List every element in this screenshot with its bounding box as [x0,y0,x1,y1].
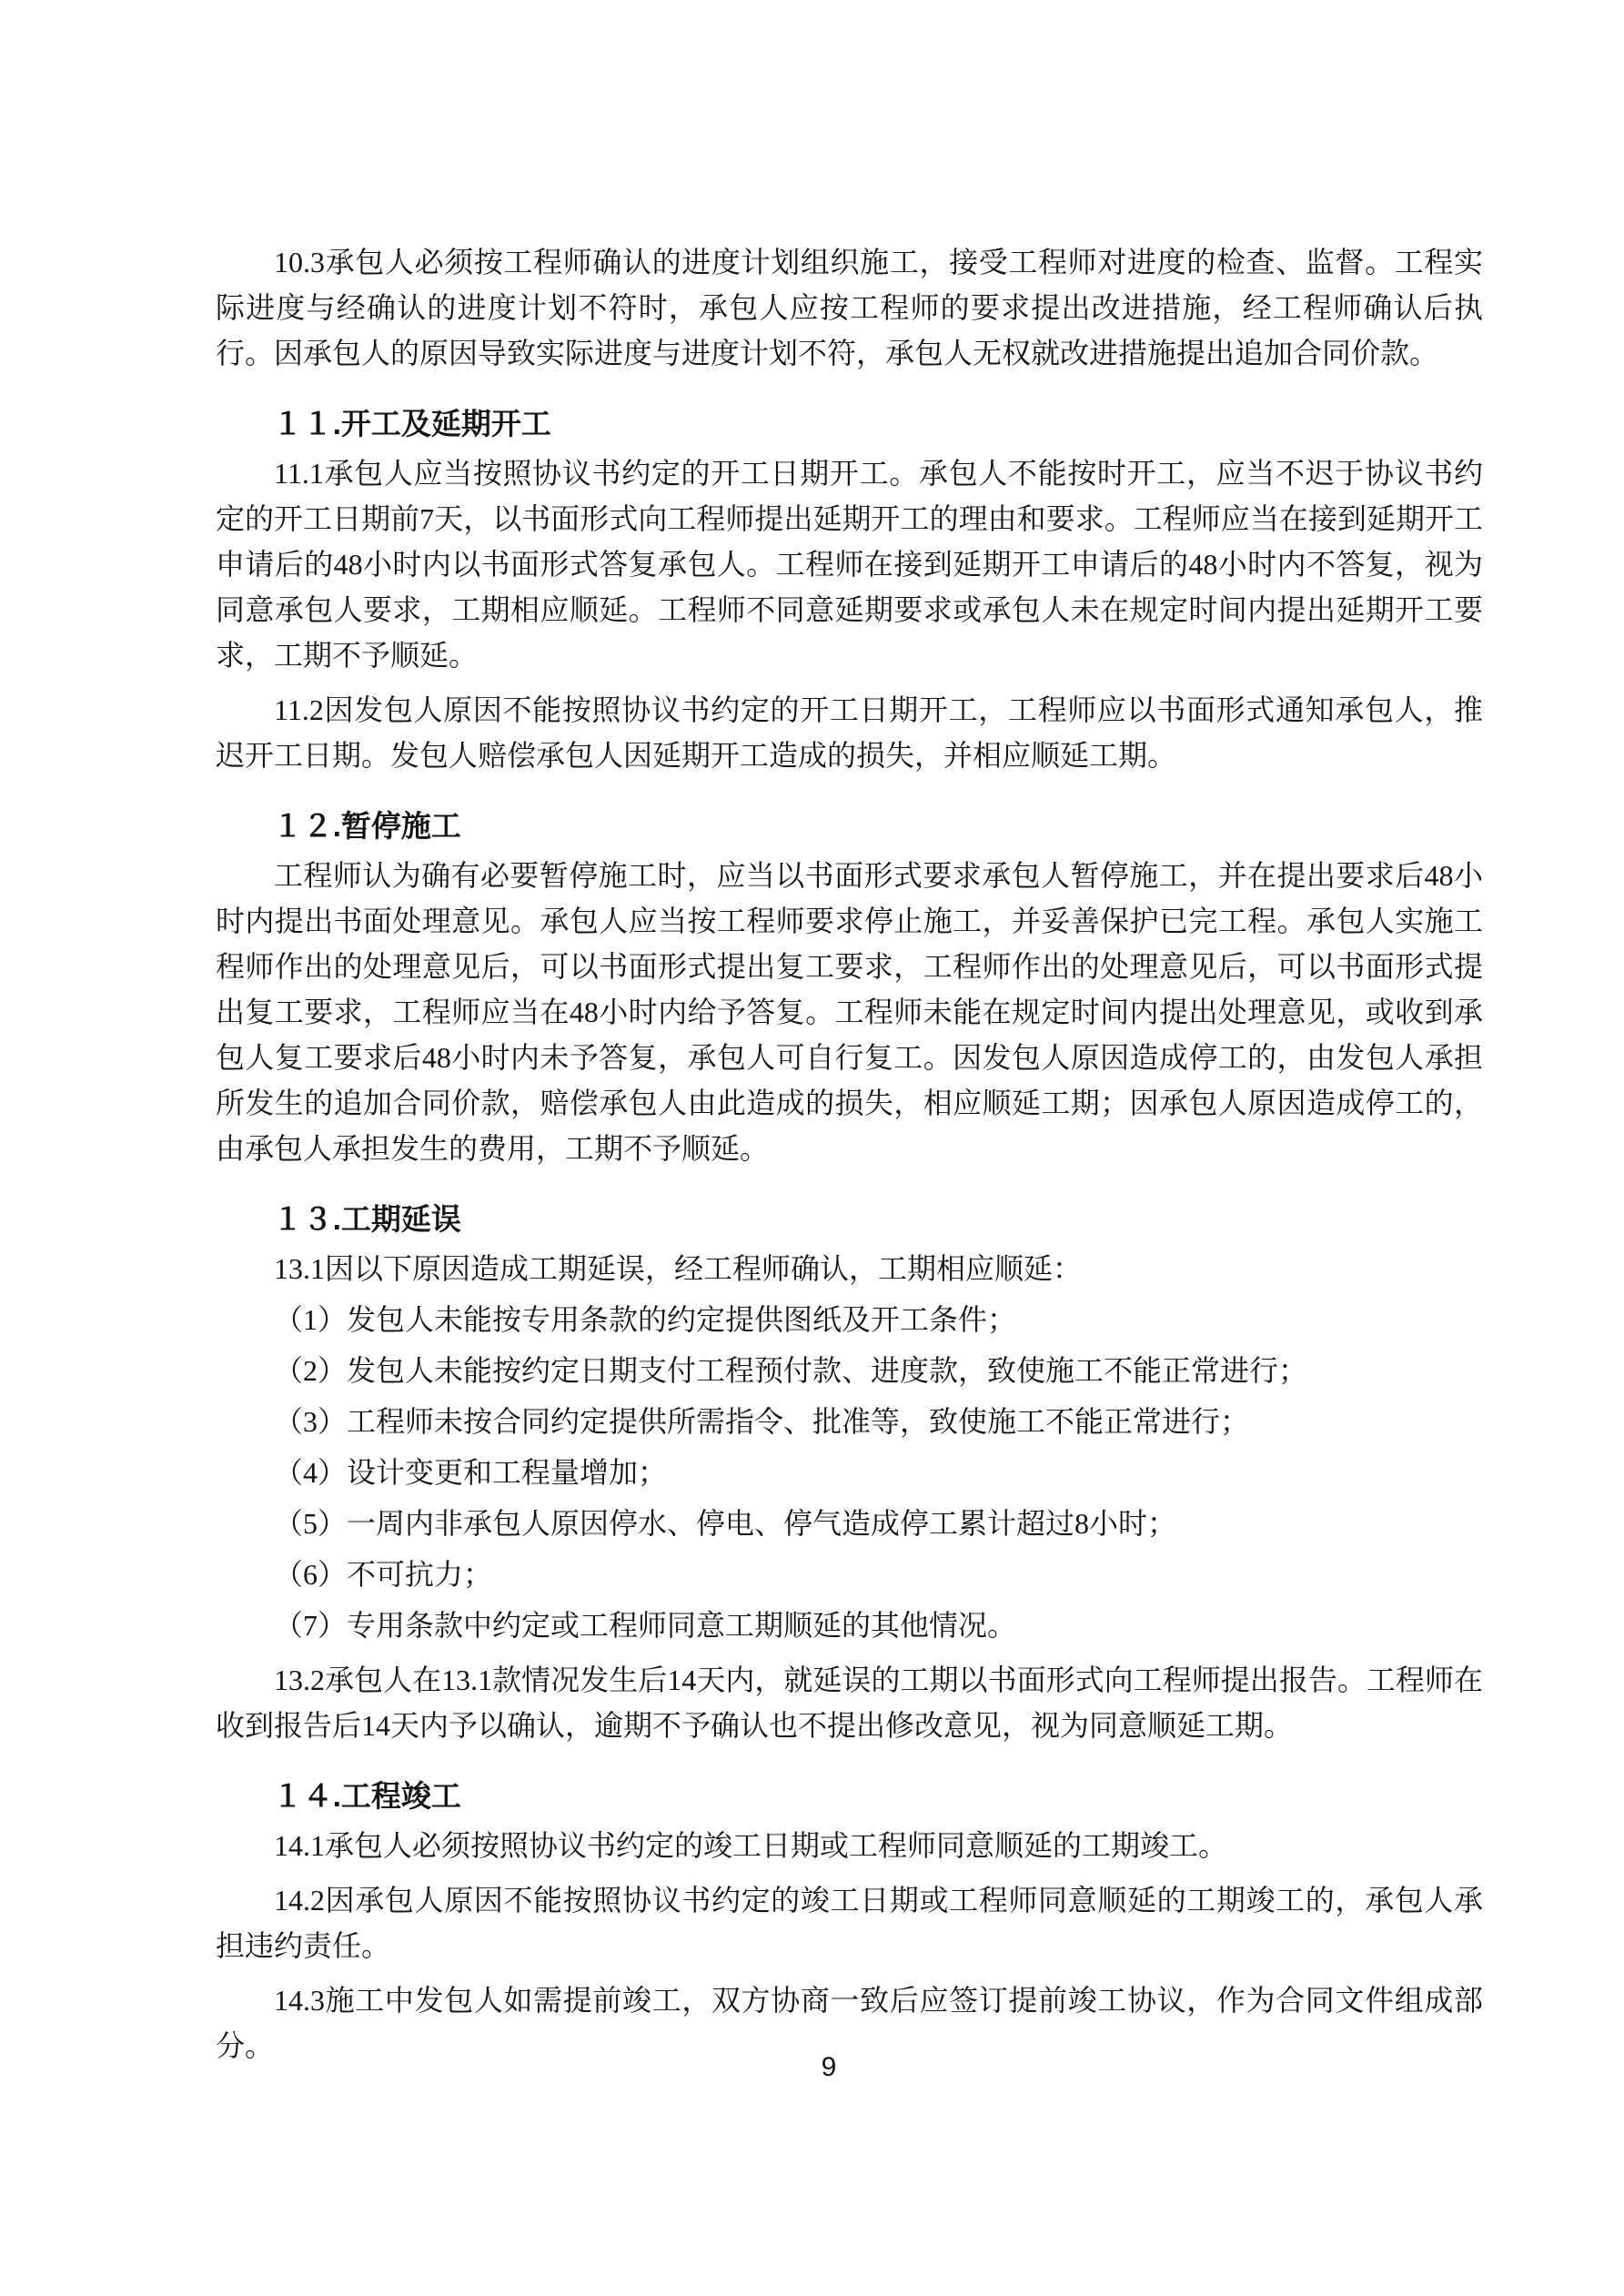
contract-body-text [216,239,1483,2068]
clause-12-body: 工程师认为确有必要暂停施工时，应当以书面形式要求承包人暂停施工，并在提出要求后48小时内提出书面处理意见。承包人应当按工程师要求停止施工，并妥善保护已完工程。承包人实施工程师作出的处理意见后，可以书面形式提出复工要求，工程师作出的处理意见后，可以书面形式提出复工要求，工程师应当在48小时内给予答复。工程师未能在规定时间内提出处理意见，或收到承包人复工要求后48小时内未予答复，承包人可自行复工。因发包人原因造成停工的，由发包人承担所发生的追加合同价款，赔偿承包人由此造成的损失，相应顺延工期；因承包人原因造成停工的，由承包人承担发生的费用，工期不予顺延。 [216,859,1483,1165]
heading-14-completion: １４.工程竣工 [272,1779,461,1813]
clause-11-1: 11.1承包人应当按照协议书约定的开工日期开工。承包人不能按时开工，应当不迟于协议书约定的开工日期前7天，以书面形式向工程师提出延期开工的理由和要求。工程师应当在接到延期开工申请后的48小时内以书面形式答复承包人。工程师在接到延期开工申请后的48小时内不答复，视为同意承包人要求，工期相应顺延。工程师不同意延期要求或承包人未在规定时间内提出延期开工要求，工期不予顺延。 [216,457,1483,672]
heading-12-suspension: １２.暂停施工 [272,809,461,843]
page-number: 9 [821,2052,837,2082]
clause-13-1: 13.1因以下原因造成工期延误，经工程师确认，工期相应顺延： [274,1252,1083,1285]
clause-10-3: 10.3承包人必须按工程师确认的进度计划组织施工，接受工程师对进度的检查、监督。工程实际进度与经确认的进度计划不符时，承包人应按工程师的要求提出改进措施，经工程师确认后执行。因承包人的原因导致实际进度与进度计划不符，承包人无权就改进措施提出追加合同价款。 [216,246,1483,369]
list-item-4: （4）设计变更和工程量增加； [274,1456,668,1489]
list-item-1: （1）发包人未能按专用条款的约定提供图纸及开工条件； [274,1303,1017,1336]
clause-14-1: 14.1承包人必须按照协议书约定的竣工日期或工程师同意顺延的工期竣工。 [274,1829,1228,1862]
list-item-2: （2）发包人未能按约定日期支付工程预付款、进度款，致使施工不能正常进行； [274,1354,1308,1387]
clause-14-2: 14.2因承包人原因不能按照协议书约定的竣工日期或工程师同意顺延的工期竣工的，承包人承担违约责任。 [216,1884,1483,1962]
heading-11-commencement: １１.开工及延期开工 [272,407,551,440]
clause-14-3: 14.3施工中发包人如需提前竣工，双方协商一致后应签订提前竣工协议，作为合同文件组成部分。 [216,1984,1483,2062]
list-item-3: （3）工程师未按合同约定提供所需指令、批准等，致使施工不能正常进行； [274,1405,1250,1438]
clause-13-2: 13.2承包人在13.1款情况发生后14天内，就延误的工期以书面形式向工程师提出报告。工程师在收到报告后14天内予以确认，逾期不予确认也不提出修改意见，视为同意顺延工期。 [216,1664,1483,1742]
heading-13-delay: １３.工期延误 [272,1202,461,1236]
list-item-7: （7）专用条款中约定或工程师同意工期顺延的其他情况。 [274,1609,1017,1642]
list-item-5: （5）一周内非承包人原因停水、停电、停气造成停工累计超过8小时； [274,1507,1177,1540]
list-item-6: （6）不可抗力； [274,1558,493,1591]
clause-11-2: 11.2因发包人原因不能按照协议书约定的开工日期开工，工程师应以书面形式通知承包人，推迟开工日期。发包人赔偿承包人因延期开工造成的损失，并相应顺延工期。 [216,693,1483,772]
